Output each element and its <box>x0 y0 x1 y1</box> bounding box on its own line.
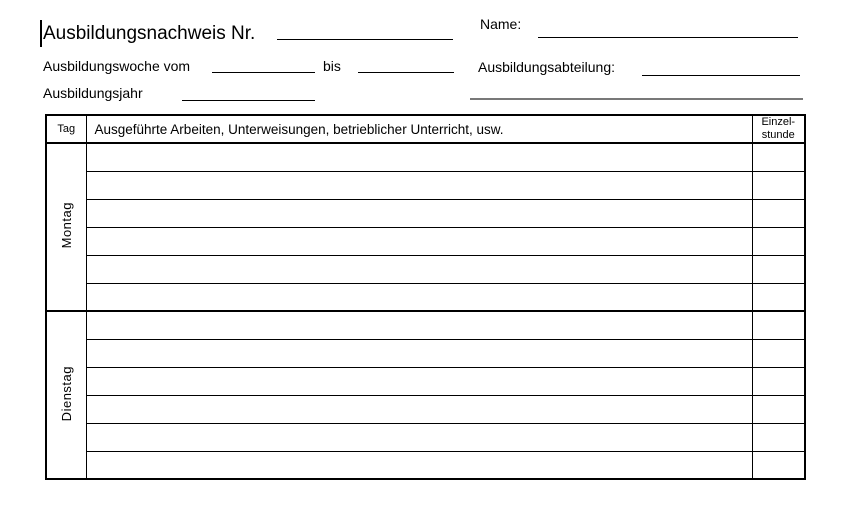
hours-cell[interactable] <box>752 255 805 283</box>
activity-cell[interactable] <box>86 171 752 199</box>
activity-cell[interactable] <box>86 367 752 395</box>
hours-cell[interactable] <box>752 171 805 199</box>
activity-cell[interactable] <box>86 255 752 283</box>
hours-cell[interactable] <box>752 395 805 423</box>
table-row <box>46 339 805 367</box>
day-label-monday: Montag <box>46 143 86 311</box>
week-from-blank[interactable] <box>212 72 315 73</box>
year-blank[interactable] <box>182 100 315 101</box>
activity-cell[interactable] <box>86 143 752 171</box>
week-to-blank[interactable] <box>358 72 454 73</box>
table-row <box>46 367 805 395</box>
name-blank[interactable] <box>538 37 798 38</box>
day-column-header: Tag <box>46 115 86 143</box>
tuesday-block <box>46 311 805 479</box>
name-label: Name: <box>480 16 522 32</box>
department-blank[interactable] <box>642 75 800 76</box>
bis-label: bis <box>323 58 341 74</box>
activity-cell[interactable] <box>86 283 752 311</box>
text-cursor <box>40 20 42 47</box>
hours-cell[interactable] <box>752 339 805 367</box>
table-row <box>46 227 805 255</box>
training-week-label: Ausbildungswoche vom <box>43 58 191 74</box>
form-title: Ausbildungsnachweis Nr. <box>43 23 256 44</box>
activity-cell[interactable] <box>86 423 752 451</box>
hours-cell[interactable] <box>752 143 805 171</box>
table-row <box>46 171 805 199</box>
table-row <box>46 311 805 339</box>
record-number-blank[interactable] <box>277 39 453 40</box>
hours-cell[interactable] <box>752 423 805 451</box>
table-row <box>46 395 805 423</box>
table-row <box>46 423 805 451</box>
training-record-table <box>45 114 806 480</box>
activity-cell[interactable] <box>86 339 752 367</box>
table-row <box>46 451 805 479</box>
activity-cell[interactable] <box>86 227 752 255</box>
extra-blank-line[interactable] <box>470 98 803 100</box>
table-header-row <box>46 115 805 143</box>
table-row <box>46 283 805 311</box>
table-row <box>46 143 805 171</box>
table-row <box>46 199 805 227</box>
activity-cell[interactable] <box>86 395 752 423</box>
hours-cell[interactable] <box>752 227 805 255</box>
hours-cell[interactable] <box>752 283 805 311</box>
day-label-tuesday: Dienstag <box>46 311 86 479</box>
activity-cell[interactable] <box>86 451 752 479</box>
activities-column-header: Ausgeführte Arbeiten, Unterweisungen, betrieblicher Unterricht, usw. <box>86 115 752 143</box>
activity-cell[interactable] <box>86 311 752 339</box>
hours-column-header: Einzel- stunde <box>752 115 805 143</box>
table-row <box>46 255 805 283</box>
hours-cell[interactable] <box>752 311 805 339</box>
hours-cell[interactable] <box>752 367 805 395</box>
training-year-label: Ausbildungsjahr <box>43 85 143 101</box>
activity-cell[interactable] <box>86 199 752 227</box>
monday-block <box>46 143 805 311</box>
hours-cell[interactable] <box>752 451 805 479</box>
hours-cell[interactable] <box>752 199 805 227</box>
department-label: Ausbildungsabteilung: <box>478 59 615 75</box>
